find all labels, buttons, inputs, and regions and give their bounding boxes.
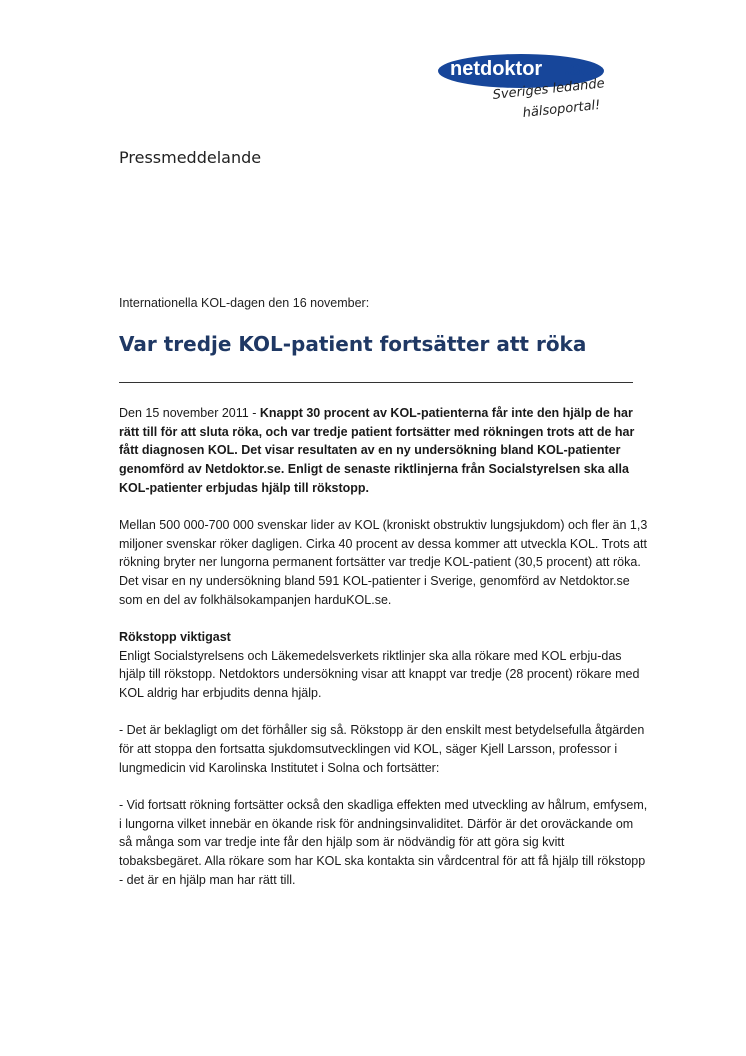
paragraph-3: Enligt Socialstyrelsens och Läkemedelsverkets riktlinjer ska alla rökare med KOL erbju-das hjälp till rökstopp. Netdoktors undersökning visar att knappt var tredje (28 procent) rökare med KOL aldrig har erbjudits denna hjälp. <box>119 648 640 701</box>
logo-tld: .se <box>564 58 592 80</box>
title-divider <box>119 382 633 383</box>
lead-bold-text: Knappt 30 procent av KOL-patienterna får inte den hjälp de har rätt till för att sluta röka, och var tredje patient fortsätter med rökningen trots att de har fått diagnosen KOL. Det visar resultaten av en ny undersökning bland KOL-patienter genomförd av Netdoktor.se. Enligt de senaste riktlinjerna från Socialstyrelsen ska alla KOL-patienter erbjudas hjälp till rökstopp. <box>119 406 635 495</box>
document-type: Pressmeddelande <box>119 148 262 167</box>
page-title: Var tredje KOL-patient fortsätter att röka <box>119 332 587 356</box>
lead-paragraph <box>119 404 649 498</box>
logo-tagline-1: Sveriges ledande <box>492 76 606 103</box>
paragraph-4: - Det är beklagligt om det förhåller sig så. Rökstopp är den enskilt mest betydelsefulla åtgärden för att stoppa den fortsatta sjukdomsutvecklingen vid KOL, säger Kjell Larsson, professor i lungmedicin vid Karolinska Institutet i Solna och fortsätter: <box>119 723 645 775</box>
article-body <box>119 404 649 908</box>
logo-name: netdoktor <box>450 58 543 80</box>
subheading: Internationella KOL-dagen den 16 november: <box>119 296 370 310</box>
paragraph-2: Mellan 500 000-700 000 svenskar lider av KOL (kroniskt obstruktiv lungsjukdom) och fler än 1,3 miljoner svenskar röker dagligen. Cirka 40 procent av dessa kommer att utveckla KOL. Trots att rökning bryter ner lungorna permanent fortsätter var tredje KOL-patient (30,5 procent) att röka. Det visar en ny undersökning bland 591 KOL-patienter i Sverige, genomförd av Netdoktor.se som en del av folkhälsokampanjen harduKOL.se. <box>119 518 648 607</box>
lead-date: Den 15 november 2011 - <box>119 406 260 420</box>
paragraph-5: - Vid fortsatt rökning fortsätter också den skadliga effekten med utveckling av hålrum, emfysem, i lungorna vilket innebär en ökande risk för andningsinvaliditet. Därför är det oroväckande om så många som var tredje inte får den hjälp som är nödvändig för att göra sig kvitt tobaksbegäret. Alla rökare som har KOL ska kontakta sin vårdcentral för att få hjälp till rökstopp - det är en hjälp man har rätt till. <box>119 797 648 887</box>
netdoktor-logo <box>436 54 660 130</box>
section-heading: Rökstopp viktigast <box>119 630 231 645</box>
logo-tagline-2: hälsoportal! <box>522 97 602 121</box>
